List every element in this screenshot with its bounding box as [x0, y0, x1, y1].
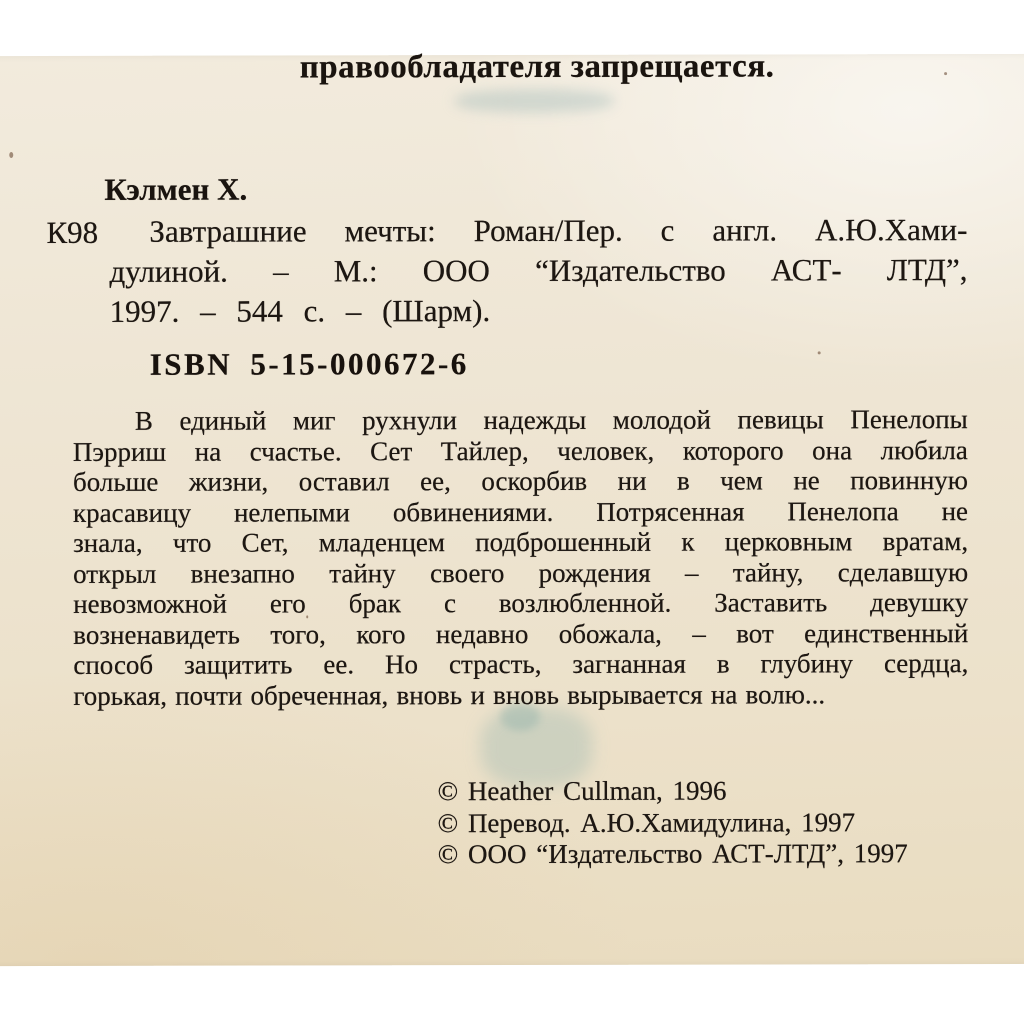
catalog-line: дулиной. – М.: ООО “Издательство АСТ- ЛТД”, — [109, 252, 968, 289]
catalog-line: Завтрашние мечты: Роман/Пер. с англ. А.Ю.Хами- — [149, 212, 968, 249]
annotation-line: горькая, почти обреченная, вновь и вновь вырывается на волю... — [73, 678, 826, 711]
copyright-notice-fragment: правообладателя запрещается. — [299, 48, 775, 86]
catalog-line: 1997. – 544 с. – (Шарм). — [109, 293, 491, 329]
book-imprint-page — [0, 48, 1024, 966]
paper-speck — [9, 152, 13, 158]
author-heading: Кэлмен Х. — [104, 171, 248, 207]
copyright-line: © ООО “Издательство АСТ-ЛТД”, 1997 — [437, 838, 908, 870]
annotation-line: возненавидеть того, кого недавно обожала, – вот единственный — [73, 617, 969, 650]
isbn-number: ISBN 5-15-000672-6 — [149, 346, 469, 382]
annotation-line: Пэрриш на счастье. Сет Тайлер, человек, которого она любила — [72, 434, 968, 467]
annotation-line: красавицу нелепыми обвинениями. Потрясенная Пенелопа не — [72, 495, 969, 528]
copyright-block — [438, 775, 908, 870]
annotation-line: больше жизни, оставил ее, оскорбив ни в чем не повинную — [72, 465, 968, 497]
catalog-code: К98 — [46, 214, 99, 250]
copyright-line: © Перевод. А.Ю.Хамидулина, 1997 — [437, 806, 856, 838]
show-through-title-ghost — [454, 89, 614, 113]
paper-speck — [818, 351, 821, 354]
annotation-line: открыл внезапно тайну своего рождения – тайну, сделавшую — [73, 556, 969, 589]
annotation-line: В единый миг рухнули надежды молодой певицы Пенелопы — [134, 404, 968, 436]
annotation-paragraph — [73, 404, 969, 711]
catalog-entry — [46, 210, 968, 332]
annotation-line: невозможной его брак с возлюбленной. Заставить девушку — [73, 587, 969, 619]
annotation-line: знала, что Сет, младенцем подброшенный к церковным вратам, — [73, 526, 969, 558]
copyright-line: © Heather Cullman, 1996 — [437, 775, 727, 807]
annotation-line: способ защитить ее. Но страсть, загнанная в глубину сердца, — [73, 648, 969, 680]
